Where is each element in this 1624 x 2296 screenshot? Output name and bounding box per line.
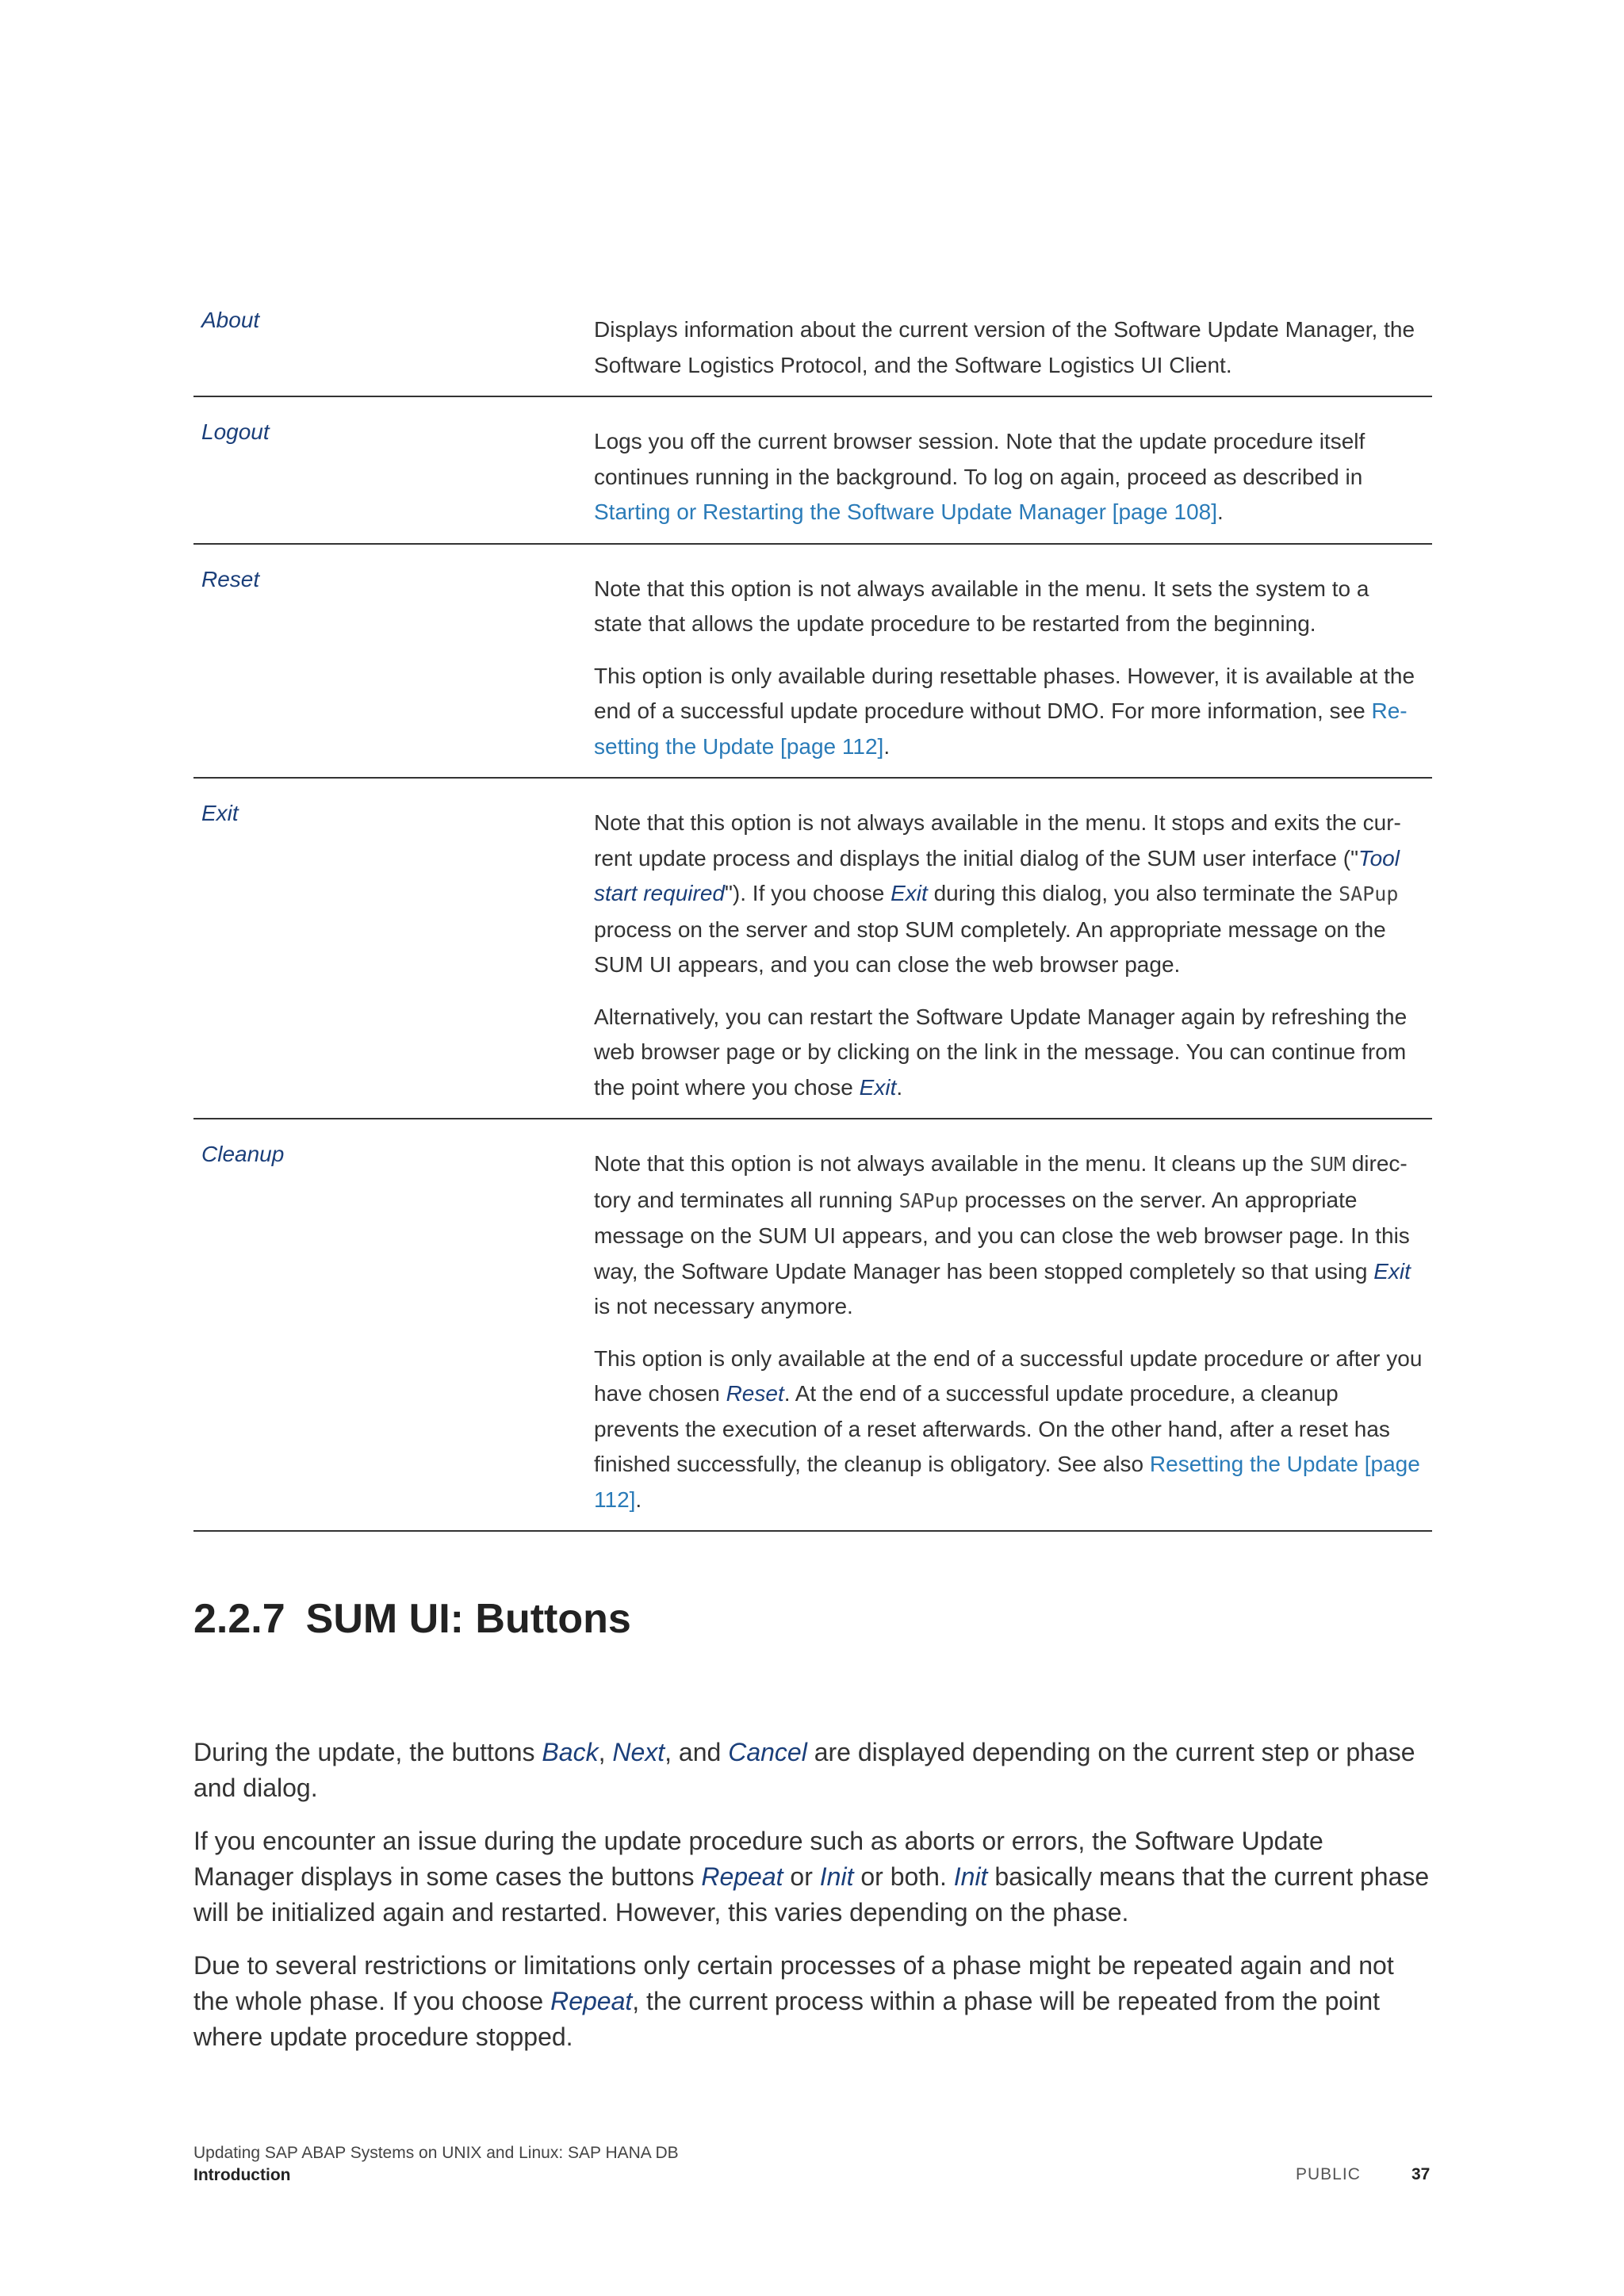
menu-options-table-body — [193, 285, 1432, 1531]
body-paragraph — [193, 1948, 1431, 2055]
ui-term: Tool start required — [594, 845, 1400, 905]
ui-term: Back — [542, 1738, 599, 1766]
description-paragraph — [594, 806, 1423, 983]
menu-option-description — [594, 778, 1432, 1119]
ui-term: Exit — [891, 881, 928, 905]
menu-option-description — [594, 544, 1432, 779]
text-run: process on the server and stop SUM completely. An appropriate message on the SUM UI appears, and you can close the web browser page. — [594, 916, 1386, 977]
text-run: processes on the server. An appropriate message on the SUM UI appears, and you can close the web browser page. In this way, the Software Update Manager has been stopped completely so that using — [594, 1187, 1410, 1284]
ui-term: Reset — [726, 1381, 784, 1406]
description-paragraph — [594, 572, 1423, 642]
section-heading — [193, 1594, 631, 1644]
text-run: direc-tory and terminates all running — [594, 1151, 1408, 1212]
description-paragraph — [594, 1000, 1423, 1106]
text-run: Logs you off the current browser session. Note that the update procedure itself continues running in the background. To log on again, proceed as described in — [594, 429, 1365, 489]
text-run: Note that this option is not always available in the menu. It sets the system to a state that allows the update procedure to be restarted from the beginning. — [594, 576, 1369, 636]
text-run: Due to several restrictions or limitations only certain processes of a phase might be repeated again and not the whole phase. If you choose — [193, 1951, 1394, 2015]
text-run: basically means that the current phase will be initialized again and restarted. However, this varies depending on the phase. — [193, 1862, 1430, 1927]
cross-reference-link[interactable]: Re-setting the Update [page 112] — [594, 698, 1408, 759]
code-term: SAPup — [898, 1188, 959, 1212]
menu-options-table — [193, 285, 1432, 1532]
menu-option-description — [594, 1119, 1432, 1531]
ui-term: Next — [612, 1738, 665, 1766]
text-run: This option is only available at the end of a successful update procedure or after you have chosen — [594, 1345, 1423, 1406]
ui-term: Init — [819, 1862, 854, 1891]
section-title: SUM UI: Buttons — [305, 1596, 631, 1642]
menu-option-name: Cleanup — [201, 1142, 285, 1166]
text-run: , and — [665, 1738, 729, 1766]
text-run: , the current process within a phase will be repeated from the point where update procedure stopped. — [193, 1987, 1380, 2051]
text-run: During the update, the buttons — [193, 1738, 542, 1766]
cross-reference-link[interactable]: Resetting the Update [page 112] — [594, 1452, 1420, 1512]
menu-option-name: Reset — [201, 566, 260, 591]
body-paragraph — [193, 1735, 1431, 1806]
text-run: is not necessary anymore. — [594, 1294, 853, 1318]
text-run: during this dialog, you also terminate the — [927, 881, 1339, 905]
menu-option-name: About — [201, 308, 260, 332]
text-run: . — [1217, 499, 1224, 524]
ui-term: Init — [953, 1862, 988, 1891]
text-run: . — [896, 1074, 903, 1100]
ui-term: Exit — [859, 1074, 897, 1100]
menu-option-name: Logout — [201, 419, 270, 444]
menu-option-description — [594, 396, 1432, 544]
section-number: 2.2.7 — [193, 1596, 285, 1642]
section-body — [193, 1735, 1431, 2072]
description-paragraph — [594, 1146, 1423, 1325]
footer-page-number: 37 — [1411, 2165, 1431, 2183]
menu-option-description — [594, 285, 1432, 396]
ui-term: Cancel — [728, 1738, 807, 1766]
description-paragraph — [594, 424, 1423, 530]
text-run: . At the end of a successful update procedure, a cleanup prevents the execution of a reset afterwards. On the other hand, after a reset has finished successfully, the cleanup is obligatory. See also — [594, 1381, 1390, 1476]
description-paragraph — [594, 1341, 1423, 1518]
ui-term: Repeat — [550, 1987, 633, 2015]
text-run: This option is only available during resettable phases. However, it is available at the end of a successful update procedure without DMO. For more information, see — [594, 663, 1415, 723]
text-run: or both. — [853, 1862, 954, 1891]
code-term: SUM — [1309, 1153, 1346, 1176]
table-row — [193, 1119, 1432, 1531]
text-run: . — [883, 733, 891, 759]
text-run: . — [635, 1487, 642, 1512]
text-run: Displays information about the current version of the Software Update Manager, the Software Logistics Protocol, and the Software Logistics UI Client. — [594, 317, 1415, 377]
ui-term: Repeat — [701, 1862, 783, 1891]
table-row — [193, 285, 1432, 396]
description-paragraph — [594, 659, 1423, 765]
table-row — [193, 778, 1432, 1119]
body-paragraph — [193, 1823, 1431, 1931]
footer-classification: PUBLIC — [1296, 2165, 1361, 2183]
text-run: , — [598, 1738, 613, 1766]
ui-term: Exit — [1373, 1258, 1411, 1284]
table-row — [193, 396, 1432, 544]
footer-chapter: Introduction — [193, 2166, 291, 2184]
text-run: If you encounter an issue during the update procedure such as aborts or errors, the Software Update Manager displays in some cases the buttons — [193, 1827, 1323, 1891]
footer-doc-title: Updating SAP ABAP Systems on UNIX and Linux: SAP HANA DB — [193, 2144, 679, 2162]
table-row — [193, 544, 1432, 779]
cross-reference-link[interactable]: Starting or Restarting the Software Update Manager [page 108] — [594, 499, 1218, 524]
text-run: Alternatively, you can restart the Software Update Manager again by refreshing the web browser page or by clicking on the link in the message. You can continue from the point where you chose — [594, 1004, 1408, 1100]
text-run: Note that this option is not always available in the menu. It cleans up the — [594, 1151, 1310, 1176]
menu-option-name: Exit — [201, 801, 239, 825]
text-run: or — [783, 1862, 820, 1891]
text-run: "). If you choose — [724, 881, 891, 905]
page-content — [193, 285, 1432, 1532]
code-term: SAPup — [1339, 882, 1399, 905]
footer-document-info — [193, 2142, 679, 2187]
text-run: Note that this option is not always available in the menu. It stops and exits the cur-rent update process and displays the initial dialog of the SUM user interface (" — [594, 810, 1401, 871]
text-run: are displayed depending on the current step or phase and dialog. — [193, 1738, 1415, 1802]
description-paragraph — [594, 312, 1423, 383]
